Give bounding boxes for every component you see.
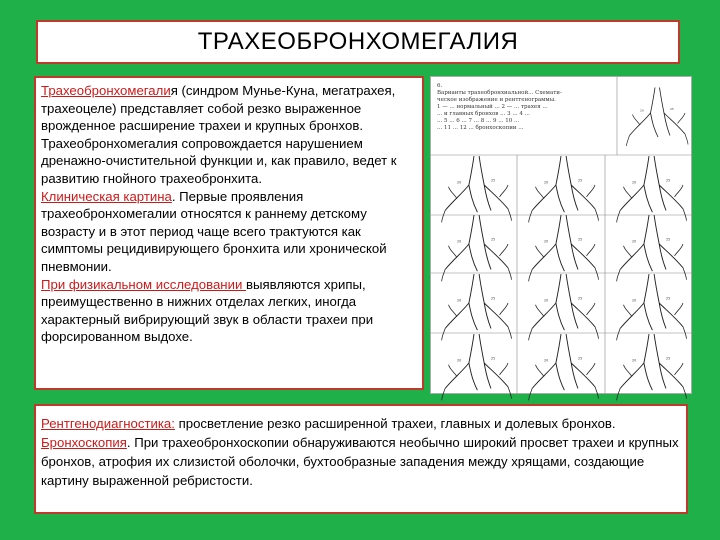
caption-line: ... 11 ... 12 ... бронхоскопии ...	[437, 125, 524, 131]
slide-title: ТРАХЕОБРОНХОМЕГАЛИЯ	[197, 28, 519, 55]
xray-text: просветление резко расширенной трахеи, главных и долевых бронхов.	[174, 416, 616, 431]
term-physical-exam: При физикальном исследовании	[41, 276, 246, 292]
term-clinical-picture: Клиническая картина	[41, 188, 172, 204]
term-tracheobronchomegaly: Трахеобронхомегали	[41, 83, 171, 98]
caption-line: ... и главных бронхов ... 3 ... 4 ...	[437, 111, 530, 117]
caption-line: Варианты трахеобронхиальной... Схемати-	[437, 90, 562, 96]
slide-title-box	[36, 20, 680, 64]
term-xray-diagnostics: Рентгенодиагностика:	[41, 416, 175, 431]
paragraph-definition	[41, 82, 417, 135]
caption-line: ческое изображение и рентгенограммы.	[437, 97, 556, 103]
term-bronchoscopy: Бронхоскопия	[41, 435, 127, 450]
paragraph-clinical-picture	[41, 188, 417, 276]
main-text-box	[34, 76, 424, 390]
diagnostics-text-box	[34, 404, 688, 514]
caption-line: ... 5 ... 6 ... 7 ... 8 ... 9 ... 10 ...	[437, 118, 520, 124]
clinical-picture-text: . Первые проявления трахеобронхомегалии относятся к раннему детскому возрасту и в этот период чаще всего трактуются как симптомы рецидивирующего бронхита или хронической пневмонии.	[41, 188, 387, 274]
bronchial-tree-figure	[411, 69, 692, 394]
bronchoscopy-text: . При трахеобронхоскопии обнаруживаются необычно широкий просвет трахеи и крупных бронхов, атрофия их слизистой оболочки, бухтообразные западения между хрящами, создающие картину выраженной ребристости.	[41, 435, 679, 488]
figure-number: 6.	[437, 83, 443, 89]
caption-line: 1 — ... нормальный ... 2 — ... трахея ...	[437, 104, 548, 110]
paragraph-complications: Трахеобронхомегалия сопровождается нарушением дренажно-очистительной функции и, как правило, ведет к развитию гнойного трахеобронхита.	[41, 135, 397, 186]
paragraph-xray	[41, 414, 681, 433]
paragraph-bronchoscopy	[41, 433, 681, 490]
physical-exam-text: выявляются хрипы, преимущественно в нижних отделах легких, иногда характерный вибрирующий звук в области трахеи при форсированном выдохе.	[41, 276, 374, 345]
paragraph-physical-exam	[41, 276, 417, 346]
bronchial-tree-drawings: 20 25	[431, 77, 693, 395]
definition-text: я (синдром Мунье-Куна, мегатрахея, трахеоцеле) представляет собой резко выраженное врожденное расширение трахеи и крупных бронхов.	[41, 83, 396, 134]
